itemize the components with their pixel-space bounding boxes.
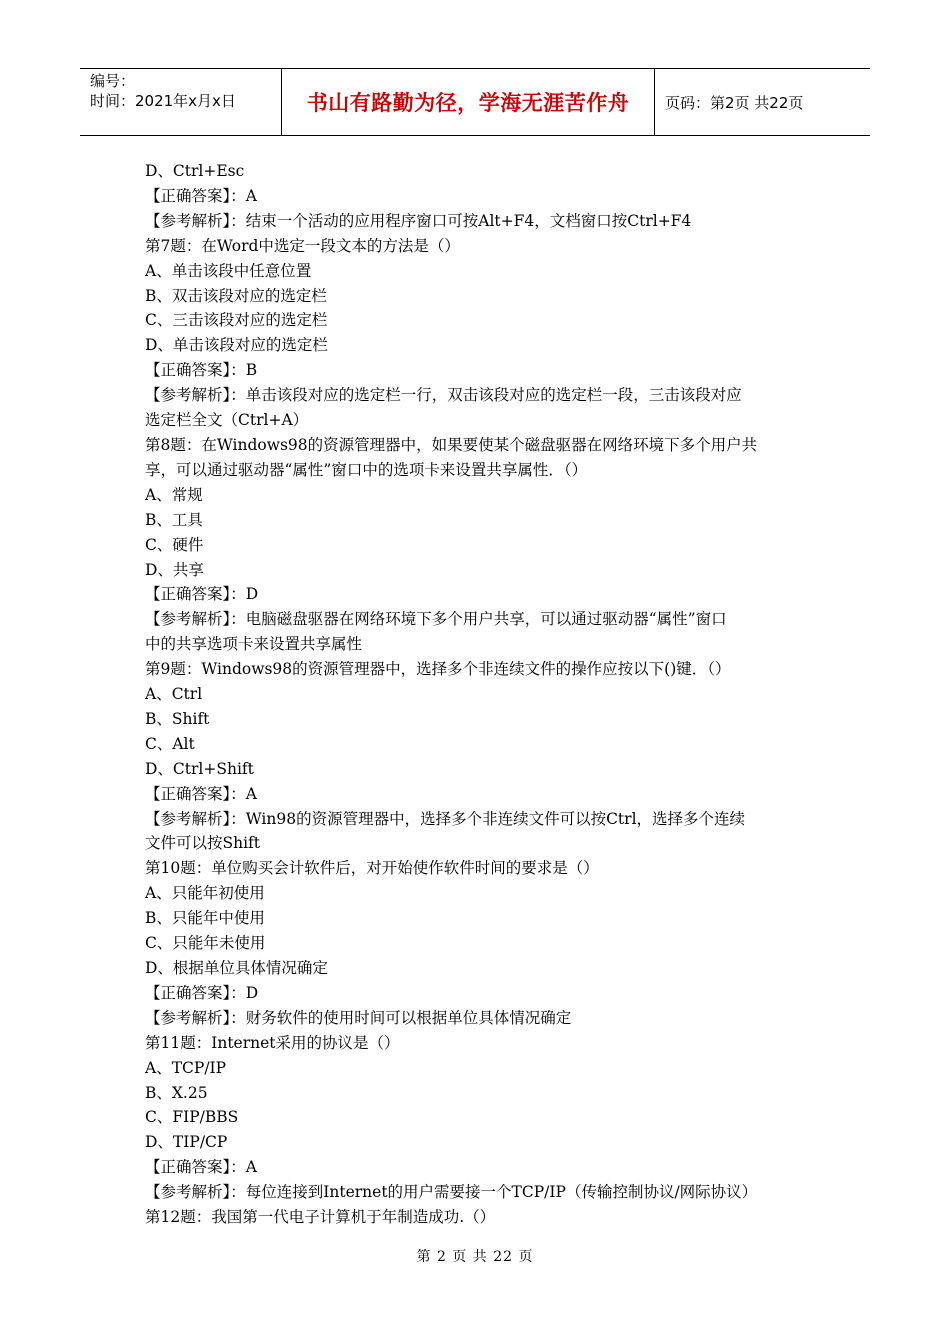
time-label: 时间：2021年x月x日 [90, 92, 236, 110]
text-line: D、根据单位具体情况确定 [145, 959, 328, 977]
text-line: C、硬件 [145, 535, 204, 554]
text-line: C、FIP/BBS [145, 1108, 239, 1127]
text-line: A、常规 [145, 485, 203, 504]
text-line: 中的共享选项卡来设置共享属性 [145, 635, 363, 654]
text-line: 第10题：单位购买会计软件后，对开始使作软件时间的要求是（） [145, 859, 599, 878]
text-line: 【参考解析】：结束一个活动的应用程序窗口可按Alt+F4，文档窗口按Ctrl+F4 [145, 211, 692, 230]
text-line: B、工具 [145, 510, 203, 529]
text-line: D、Ctrl+Shift [145, 759, 254, 778]
text-line: C、只能年未使用 [145, 934, 266, 953]
text-line: 【正确答案】：A [145, 784, 257, 803]
text-line: 享，可以通过驱动器“属性”窗口中的选项卡来设置共享属性．（） [145, 460, 588, 479]
text-line: 【参考解析】：每位连接到Internet的用户需要接一个TCP/IP（传输控制协议/网际协议） [145, 1183, 758, 1202]
text-line: 【参考解析】：财务软件的使用时间可以根据单位具体情况确定 [145, 1008, 572, 1027]
text-line: D、Ctrl+Esc [145, 162, 245, 180]
text-line: D、TIP/CP [145, 1133, 228, 1152]
text-line: 第11题：Internet采用的协议是（） [145, 1033, 400, 1052]
text-line: 【参考解析】：电脑磁盘驱器在网络环境下多个用户共享，可以通过驱动器“属性”窗口 [145, 610, 727, 629]
text-line: C、Alt [145, 734, 195, 753]
text-line: B、双击该段对应的选定栏 [145, 286, 327, 305]
text-line: 【参考解析】：Win98的资源管理器中，选择多个非连续文件可以按Ctrl，选择多个连续 [145, 809, 746, 828]
text-line: 【正确答案】：D [145, 585, 259, 604]
text-line: A、只能年初使用 [145, 884, 265, 903]
text-line: B、Shift [145, 709, 210, 728]
text-line: 【正确答案】：D [145, 983, 259, 1002]
text-line: D、单击该段对应的选定栏 [145, 336, 328, 355]
text-line: B、X.25 [145, 1083, 208, 1102]
document-body [145, 159, 805, 1230]
text-line: 【正确答案】：A [145, 186, 257, 205]
text-line: 选定栏全文（Ctrl+A） [145, 411, 309, 430]
text-line: 第9题：Windows98的资源管理器中，选择多个非连续文件的操作应按以下()键．（） [145, 660, 731, 679]
text-line: 第12题：我国第一代电子计算机于年制造成功.（） [145, 1208, 496, 1227]
text-line: D、共享 [145, 560, 204, 579]
text-line: A、TCP/IP [145, 1058, 227, 1077]
number-label: 编号： [90, 72, 136, 90]
text-line: 第7题：在Word中选定一段文本的方法是（） [145, 236, 460, 255]
header-motto: 书山有路勤为径，学海无涯苦作舟 [282, 69, 655, 135]
text-line: 【正确答案】：A [145, 1158, 257, 1177]
header-meta-cell [80, 69, 282, 135]
text-line: 【参考解析】：单击该段对应的选定栏一行，双击该段对应的选定栏一段，三击该段对应 [145, 386, 742, 405]
text-line: 【正确答案】：B [145, 361, 258, 380]
page-header [80, 68, 870, 136]
text-line: 第8题：在Windows98的资源管理器中，如果要使某个磁盘驱器在网络环境下多个用户共 [145, 435, 758, 454]
text-line: A、Ctrl [145, 685, 203, 704]
text-line: A、单击该段中任意位置 [145, 261, 312, 280]
text-line: 文件可以按Shift [145, 834, 261, 853]
text-line: C、三击该段对应的选定栏 [145, 311, 328, 330]
page-footer: 第 2 页 共 22 页 [416, 1249, 534, 1265]
header-page-info: 页码：第2页 共22页 [665, 93, 804, 112]
text-line: B、只能年中使用 [145, 909, 265, 928]
